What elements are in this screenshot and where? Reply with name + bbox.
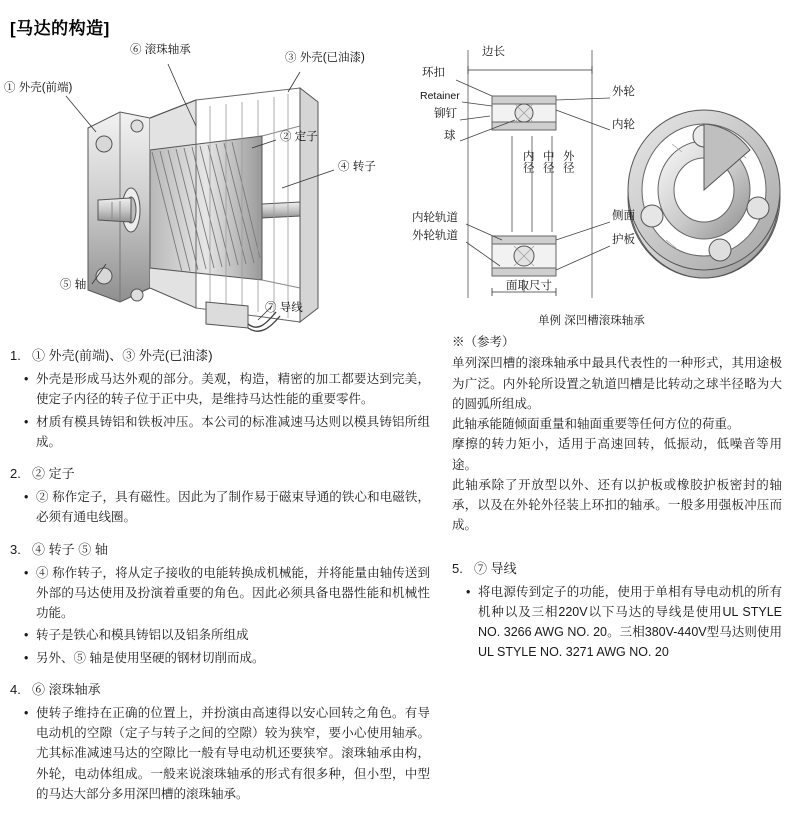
bearing-figure-caption: 单例 深凹槽滚珠轴承 — [538, 315, 645, 327]
label-inner-ring-raceway: 内轮轨道 — [412, 212, 458, 224]
section-lead-wire — [452, 558, 782, 663]
left-text-column — [10, 345, 430, 815]
figure-area — [0, 40, 790, 340]
section-stator — [10, 463, 430, 528]
section-number: 3. — [10, 541, 21, 557]
reference-note-paragraph: 摩擦的转力矩小，适用于高速回转，低振动，低噪音等用途。 — [452, 437, 782, 472]
label-lead-wire: ⑦ 导线 — [265, 302, 303, 314]
section-housing — [10, 345, 430, 452]
bullet: • 另外、⑤ 轴是使用坚硬的钢材切削而成。 — [10, 648, 430, 668]
section-rotor-shaft — [10, 539, 430, 668]
label-outer-diameter: 外径 — [561, 150, 574, 173]
motor-construction-diagram — [0, 40, 420, 340]
bullet: • ④ 称作转子，将从定子接收的电能转换成机械能，并将能量由轴传送到外部的马达使用及扮演着重要的角色。因此必须具备电器性能和机械性功能。 — [10, 563, 430, 624]
page-title: [马达的构造] — [10, 19, 110, 38]
bearing-diagram — [412, 40, 790, 340]
bullet: • 使转子维持在正确的位置上，并扮演由高速得以安心回转之角色。有导电动机的空隙（定子与转子之间的空隙）较为狭窄，要小心使用轴承。尤其标准减速马达的空隙比一般有导电动机还要狭窄。滚珠轴承由构，外轮，电动体组成。一般来说滚珠轴承的形式有很多种，但小型，中型的马达大部分多用深凹槽的滚珠轴承。 — [10, 703, 430, 804]
label-middle-diameter: 中径 — [541, 150, 554, 173]
section-number: 5. — [452, 560, 463, 576]
right-text-column — [452, 332, 782, 674]
bullet: • 转子是铁心和模具铸铝以及铝条所组成 — [10, 625, 430, 645]
label-housing-front: ① 外壳(前端) — [4, 82, 73, 94]
label-shield-plate: 护板 — [612, 234, 635, 246]
reference-note-paragraph: 此轴承能随倾面重量和轴面重要等任何方位的荷重。 — [452, 417, 740, 431]
section-ball-bearing — [10, 679, 430, 804]
section-bullets — [10, 487, 430, 528]
label-ball: 球 — [444, 130, 456, 142]
section-title: ① 外壳(前端)、③ 外壳(已油漆) — [32, 348, 213, 363]
section-bullets — [10, 703, 430, 804]
label-shaft: ⑤ 轴 — [60, 279, 87, 291]
label-outer-ring-raceway: 外轮轨道 — [412, 230, 458, 242]
label-ball-bearing: ⑥ 滚珠轴承 — [130, 44, 191, 56]
label-stator: ② 定子 — [280, 131, 318, 143]
bullet: • 材质有模具铸铝和铁板冲压。本公司的标准减速马达则以模具铸铝所组成。 — [10, 412, 430, 453]
label-chamfer-dimension: 面取尺寸 — [506, 280, 552, 292]
section-title: ⑦ 导线 — [474, 560, 517, 576]
bullet: • 将电源传到定子的功能，使用于单相有导电动机的所有机种以及三相220V以下马达的导线是使用UL STYLE NO. 3266 AWG NO. 20。三相380V-440V型马达则使用UL STYLE NO. 3271 AWG NO. 20 — [452, 582, 782, 663]
label-rotor: ④ 转子 — [338, 161, 376, 173]
label-housing-painted: ③ 外壳(已油漆) — [285, 52, 365, 64]
section-number: 1. — [10, 348, 21, 363]
bearing-section-drawing — [420, 40, 790, 340]
label-inner-diameter: 内径 — [521, 150, 534, 173]
reference-note-heading: ※（参考） — [452, 335, 515, 349]
section-bullets — [10, 369, 430, 452]
section-bullets — [10, 563, 430, 668]
label-side-face: 侧面 — [612, 210, 635, 222]
label-snap-ring: 环扣 — [422, 67, 445, 79]
section-number: 2. — [10, 466, 21, 482]
section-title: ④ 转子 ⑤ 轴 — [32, 541, 108, 557]
reference-note — [452, 332, 782, 536]
label-inner-ring: 内轮 — [612, 119, 635, 131]
section-number: 4. — [10, 681, 21, 697]
label-outer-ring: 外轮 — [612, 86, 635, 98]
bullet: • 外壳是形成马达外观的部分。美观，构造，精密的加工都要达到完美，使定子内径的转子位于正中央，是维持马达性能的重要零件。 — [10, 369, 430, 410]
label-side-length: 边长 — [482, 46, 505, 58]
label-rivet: 铆钉 — [434, 108, 457, 120]
reference-note-paragraph: 单列深凹槽的滚珠轴承中最具代表性的一种形式，其用途极为广泛。内外轮所设置之轨道凹槽是比转动之球半径略为大的圆弧所组成。 — [452, 356, 782, 411]
section-bullets — [452, 582, 782, 663]
section-title: ⑥ 滚珠轴承 — [32, 681, 101, 697]
reference-note-paragraph: 此轴承除了开放型以外、还有以护板或橡胶护板密封的轴承，以及在外轮外径装上环扣的轴承。一般多用强板冲压而成。 — [452, 477, 782, 533]
section-title: ② 定子 — [32, 466, 75, 482]
bullet: • ② 称作定子，具有磁性。因此为了制作易于磁束导通的铁心和电磁铁，必须有通电线圈。 — [10, 487, 430, 528]
label-retainer: Retainer — [420, 90, 460, 102]
